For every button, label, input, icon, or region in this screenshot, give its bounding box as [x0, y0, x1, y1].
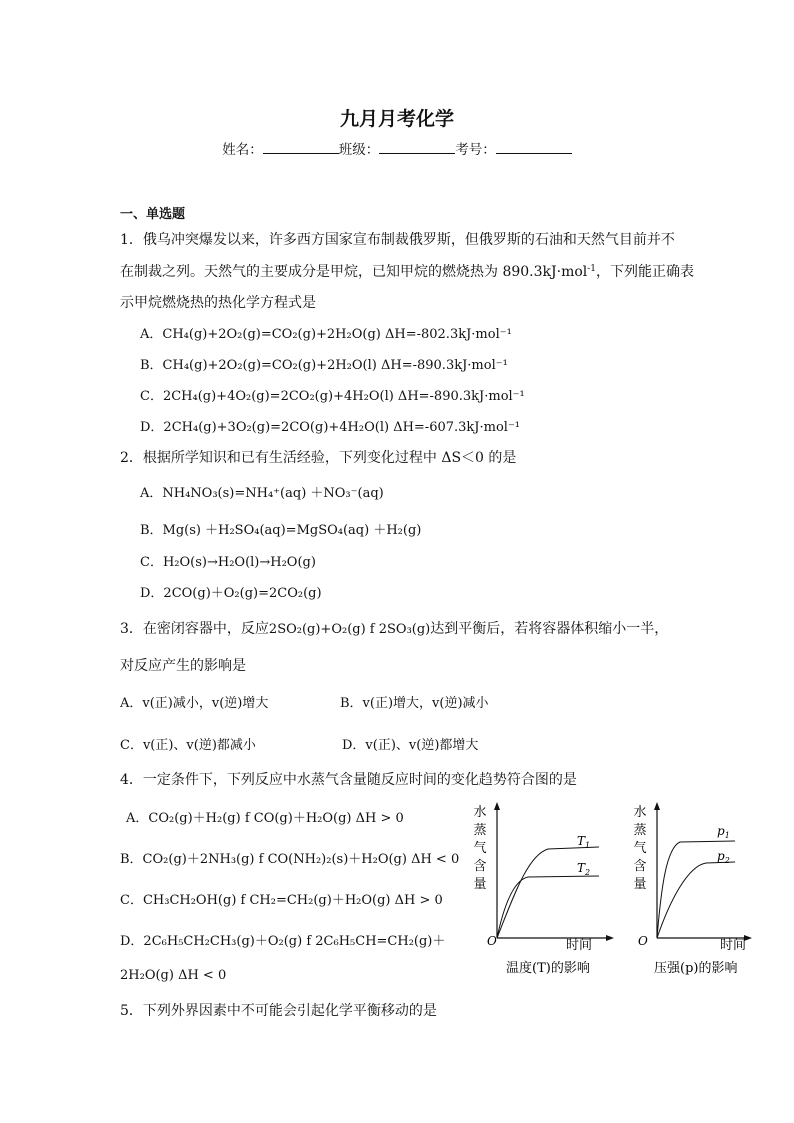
number-blank[interactable]	[496, 141, 572, 154]
q3-option-a[interactable]: A．v(正)减小，v(逆)增大	[120, 696, 269, 711]
right-y-arrow	[654, 802, 660, 810]
q4-option-c[interactable]: C．CH₃CH₂OH(g) f CH₂=CH₂(g)＋H₂O(g) ΔH > 0	[120, 893, 443, 908]
left-ylabel-char-4: 含	[473, 859, 487, 874]
left-y-arrow	[494, 802, 500, 810]
page-title: 九月月考化学	[339, 108, 454, 130]
q3-option-d[interactable]: D．v(正)、v(逆)都增大	[342, 738, 479, 753]
right-label-p1: $p_1$	[717, 824, 730, 840]
q1-line2-text: 在制裁之列。天然气的主要成分是甲烷，已知甲烷的燃烧热为 890.3kJ·mol	[120, 264, 588, 280]
q3-stem-line2: 对反应产生的影响是	[120, 658, 246, 674]
q4-option-b[interactable]: B．CO₂(g)＋2NH₃(g) f CO(NH₂)₂(s)＋H₂O(g) ΔH < 0	[120, 852, 460, 867]
section-title: 一、单选题	[120, 207, 186, 222]
left-ylabel-char-3: 气	[473, 841, 487, 856]
right-xlabel: 时间	[720, 938, 747, 953]
right-ylabel-char-2: 蒸	[633, 823, 647, 838]
pressure-graph	[628, 800, 758, 982]
left-ylabel-char-1: 水	[473, 805, 487, 820]
q4-stem: 4．一定条件下，下列反应中水蒸气含量随反应时间的变化趋势符合图的是	[120, 772, 577, 788]
left-ylabel-char-2: 蒸	[473, 823, 487, 838]
q2-stem: 2．根据所学知识和已有生活经验，下列变化过程中 ΔS＜0 的是	[120, 450, 517, 466]
q1-option-a[interactable]: A．CH₄(g)+2O₂(g)=CO₂(g)+2H₂O(g) ΔH=-802.3kJ·mol⁻¹	[140, 327, 512, 342]
student-info-line	[0, 138, 794, 158]
temperature-graph	[468, 800, 618, 982]
q3-stem-text-end: 达到平衡后，若将容器体积缩小一半，	[430, 621, 669, 637]
right-label-p2: $p_2$	[717, 849, 730, 865]
left-caption: 温度(T)的影响	[506, 961, 590, 976]
q2-option-c[interactable]: C．H₂O(s)→H₂O(l)→H₂O(g)	[140, 555, 316, 570]
q4-option-d-continued: 2H₂O(g) ΔH < 0	[120, 968, 227, 983]
class-label: 班级：	[338, 142, 380, 158]
right-ylabel-char-5: 量	[633, 877, 647, 892]
left-origin-label: O	[487, 934, 497, 948]
q5-stem: 5．下列外界因素中不可能会引起化学平衡移动的是	[120, 1003, 437, 1019]
name-blank[interactable]	[263, 141, 339, 154]
name-label: 姓名：	[222, 142, 263, 158]
q2-option-b[interactable]: B．Mg(s) ＋H₂SO₄(aq)=MgSO₄(aq) ＋H₂(g)	[140, 523, 422, 538]
left-curve-t2	[497, 876, 599, 938]
left-graph-ylabel	[473, 804, 486, 892]
q1-stem-line1: 1．俄乌冲突爆发以来，许多西方国家宣布制裁俄罗斯，但俄罗斯的石油和天然气目前并不	[120, 232, 675, 248]
q3-stem-line1	[120, 618, 668, 638]
q1-stem-line2	[120, 261, 694, 281]
right-origin-label: O	[638, 934, 648, 948]
q1-option-c[interactable]: C．2CH₄(g)+4O₂(g)=2CO₂(g)+4H₂O(l) ΔH=-890.3kJ·mol⁻¹	[140, 389, 525, 404]
left-x-arrow	[606, 935, 614, 941]
right-caption: 压强(p)的影响	[654, 961, 738, 976]
left-xlabel: 时间	[566, 938, 593, 953]
q1-line2-sup: -1	[587, 264, 597, 274]
q4-option-d[interactable]: D．2C₆H₅CH₂CH₃(g)＋O₂(g) f 2C₆H₅CH=CH₂(g)＋	[120, 934, 446, 949]
right-ylabel-char-3: 气	[633, 841, 647, 856]
q4-option-a[interactable]: A．CO₂(g)＋H₂(g) f CO(g)＋H₂O(g) ΔH > 0	[126, 811, 404, 826]
left-label-t2: $T_2$	[577, 861, 591, 877]
right-graph-ylabel	[633, 804, 646, 892]
left-label-t1: $T_1$	[577, 834, 591, 850]
q2-option-a[interactable]: A．NH₄NO₃(s)=NH₄⁺(aq) ＋NO₃⁻(aq)	[140, 486, 384, 501]
q1-stem-line3: 示甲烷燃烧热的热化学方程式是	[120, 295, 316, 311]
q3-option-b[interactable]: B．v(正)增大，v(逆)减小	[340, 696, 489, 711]
q1-option-b[interactable]: B．CH₄(g)+2O₂(g)=CO₂(g)+2H₂O(l) ΔH=-890.3kJ·mol⁻¹	[140, 358, 508, 373]
class-blank[interactable]	[379, 141, 455, 154]
q3-stem-text: 3．在密闭容器中，反应	[120, 621, 269, 637]
left-ylabel-char-5: 量	[473, 877, 487, 892]
q1-option-d[interactable]: D．2CH₄(g)+3O₂(g)=2CO(g)+4H₂O(l) ΔH=-607.3kJ·mol⁻¹	[140, 420, 521, 435]
q3-option-c[interactable]: C．v(正)、v(逆)都减小	[120, 738, 256, 753]
q2-option-d[interactable]: D．2CO(g)＋O₂(g)=2CO₂(g)	[140, 586, 322, 601]
right-curve-p2	[657, 862, 735, 938]
q1-line2-text-end: ，下列能正确表	[596, 264, 695, 280]
q3-equation: 2SO₂(g)+O₂(g) f 2SO₃(g)	[268, 622, 431, 637]
number-label: 考号：	[455, 142, 496, 158]
right-ylabel-char-1: 水	[633, 805, 647, 820]
right-ylabel-char-4: 含	[633, 859, 647, 874]
